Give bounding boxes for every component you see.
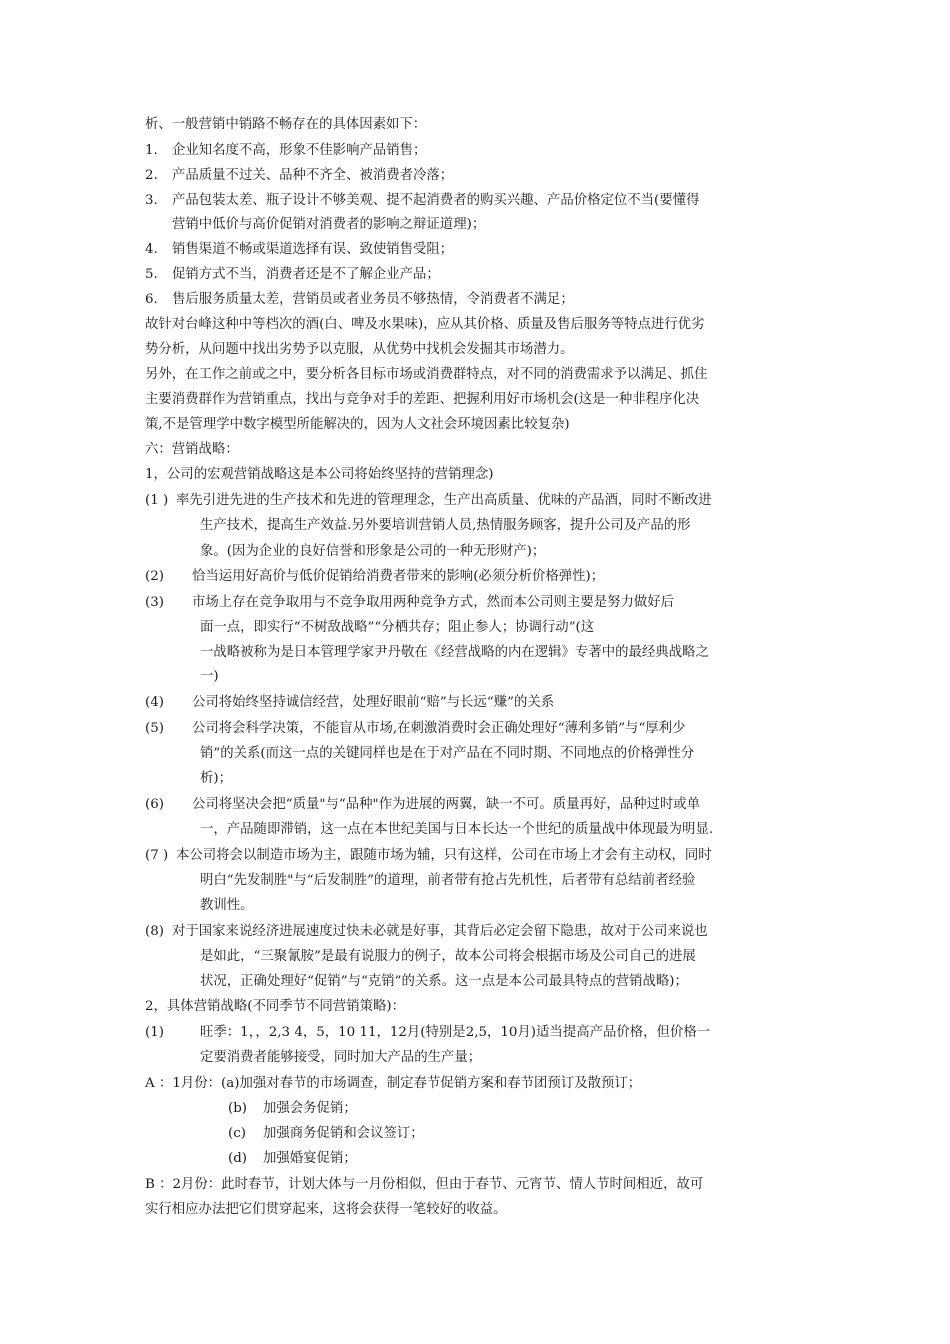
paragraph-line: 主要消费群作为营销重点，找出与竞争对手的差距、把握利用好市场机会(这是一种非程序化决	[145, 392, 700, 407]
list-item-text: 加强婚宴促销；	[263, 1151, 357, 1166]
list-item-text: 售后服务质量太差，营销员或者业务员不够热情，令消费者不满足；	[172, 292, 574, 307]
list-item-text: 一战略被称为是日本管理学家尹丹敬在《经营战略的内在逻辑》专著中的最经典战略之	[200, 645, 709, 660]
list-marker: (1 )	[145, 493, 169, 508]
list-marker: 1.	[145, 143, 158, 158]
list-marker: (5)	[145, 721, 164, 736]
subsection-heading: 1，公司的宏观营销战略这是本公司将始终坚持的营销理念)	[145, 467, 494, 482]
list-marker: 6.	[145, 292, 158, 307]
list-item-text: 企业知名度不高，形象不佳影响产品销售；	[172, 143, 427, 158]
list-item-text: 产品质量不过关、品种不齐全、被消费者冷落；	[172, 168, 454, 183]
list-item-text: 产品包装太差、瓶子设计不够美观、提不起消费者的购买兴趣、产品价格定位不当(要懂得	[172, 193, 700, 208]
list-marker: (1)	[145, 1025, 164, 1040]
section-heading: 六：营销战略：	[145, 442, 239, 457]
list-item-text: 定要消费者能够接受，同时加大产品的生产量；	[200, 1050, 482, 1065]
list-marker: (c)	[228, 1126, 246, 1141]
month-plan-line: B ：2月份：此时春节，计划大体与一月份相似，但由于春节、元宵节、情人节时间相近，故可	[145, 1177, 704, 1192]
list-marker: (d)	[228, 1151, 248, 1166]
list-item-text: 公司将坚决会把“质量"与“品种"作为进展的两翼，缺一不可。质量再好，品种过时或单	[192, 797, 701, 812]
list-item-text: 销售渠道不畅或渠道选择有误、致使销售受阻；	[172, 242, 454, 257]
list-marker: 5.	[145, 267, 158, 282]
list-item-text: 营销中低价与高价促销对消费者的影响之辩证道理)；	[172, 217, 486, 232]
list-item-text: 加强商务促销和会议签订；	[263, 1126, 424, 1141]
list-marker: 2.	[145, 168, 158, 183]
list-marker: (b)	[228, 1101, 248, 1116]
paragraph-line: 析、一般营销中销路不畅存在的具体因素如下：	[145, 117, 427, 132]
paragraph-line: 另外，在工作之前或之中，要分析各目标市场或消费群特点，对不同的消费需求予以满足、抓住	[145, 367, 708, 382]
list-marker: (3)	[145, 595, 164, 610]
list-item-text: 销”的关系(而这一点的关键同样也是在于对产品在不同时期、不同地点的价格弹性分	[200, 746, 695, 761]
paragraph-line: 故针对台峰这种中等档次的酒(白、啤及水果味)，应从其价格、质量及售后服务等特点进行优劣	[145, 317, 705, 332]
list-item-text: 教训性。	[200, 898, 254, 913]
list-item-text: 本公司将会以制造市场为主，跟随市场为辅，只有这样，公司在市场上才会有主动权，同时	[176, 848, 712, 863]
list-item-text: 状况，正确处理好“促销”与“克销”的关系。这一点是本公司最具特点的营销战略)；	[200, 974, 688, 989]
list-item-text: 旺季：1，，2,3 4，5，10 11，12月(特别是2,5，10月)适当提高产品价格，但价格一	[200, 1025, 711, 1040]
list-item-text: 率先引进先进的生产技术和先进的管理理念，生产出高质量、优味的产品酒，同时不断改进	[176, 493, 712, 508]
list-marker: (4)	[145, 695, 164, 710]
list-marker: (6)	[145, 797, 164, 812]
list-item-text: 明白“先发制胜"与“后发制胜”的道理，前者带有抢占先机性，后者带有总结前者经验	[200, 873, 696, 888]
list-marker: (7 )	[145, 848, 169, 863]
list-marker: 3.	[145, 193, 158, 208]
list-item-text: 析)；	[200, 771, 233, 786]
list-item-text: 促销方式不当，消费者还是不了解企业产品；	[172, 267, 440, 282]
list-item-text: 是如此，“三聚氰胺”是最有说服力的例子，故本公司将会根据市场及公司自己的进展	[200, 949, 696, 964]
list-marker: 4.	[145, 242, 158, 257]
list-marker: (2)	[145, 569, 164, 584]
list-item-text: 市场上存在竞争取用与不竞争取用两种竞争方式，然而本公司则主要是努力做好后	[192, 595, 675, 610]
list-item-text: 对于国家来说经济进展速度过快未必就是好事，其背后必定会留下隐患，故对于公司来说也	[172, 924, 708, 939]
month-plan-line: A ：1月份：(a)加强对春节的市场调查，制定春节促销方案和春节团预订及散预订；	[145, 1076, 642, 1091]
list-item-text: 恰当运用好高价与低价促销给消费者带来的影响(必须分析价格弹性)；	[192, 569, 605, 584]
list-item-text: 面一点，即实行“不树敌战略”“分栖共存；阻止参人；协调行动”(这	[200, 620, 595, 635]
list-item-text: 生产技术，提高生产效益.另外要培训营销人员,热情服务顾客，提升公司及产品的形	[200, 518, 691, 533]
list-item-text: 公司将会科学决策，不能盲从市场,在刺激消费时会正确处理好“薄利多销”与“厚利少	[192, 721, 686, 736]
paragraph-line: 策,不是管理学中数字模型所能解决的，因为人文社会环境因素比较复杂)	[145, 417, 570, 432]
list-item-text: 一，产品随即滞销，这一点在本世纪美国与日本长达一个世纪的质量战中体现最为明显.	[200, 822, 714, 837]
list-item-text: 象。(因为企业的良好信誉和形象是公司的一种无形财产)；	[200, 544, 546, 559]
paragraph-line: 势分析，从问题中找出劣势予以克服，从优势中找机会发掘其市场潜力。	[145, 342, 574, 357]
paragraph-line: 实行相应办法把它们贯穿起来，这将会获得一笔较好的收益。	[145, 1202, 507, 1217]
list-item-text: 加强会务促销；	[263, 1101, 357, 1116]
list-marker: (8)	[145, 924, 164, 939]
list-item-text: 一)	[200, 669, 219, 684]
list-item-text: 公司将始终坚持诚信经营，处理好眼前“赔”与长远“赚”的关系	[192, 695, 555, 710]
subsection-heading: 2，具体营销战略(不同季节不同营销策略)：	[145, 999, 405, 1014]
